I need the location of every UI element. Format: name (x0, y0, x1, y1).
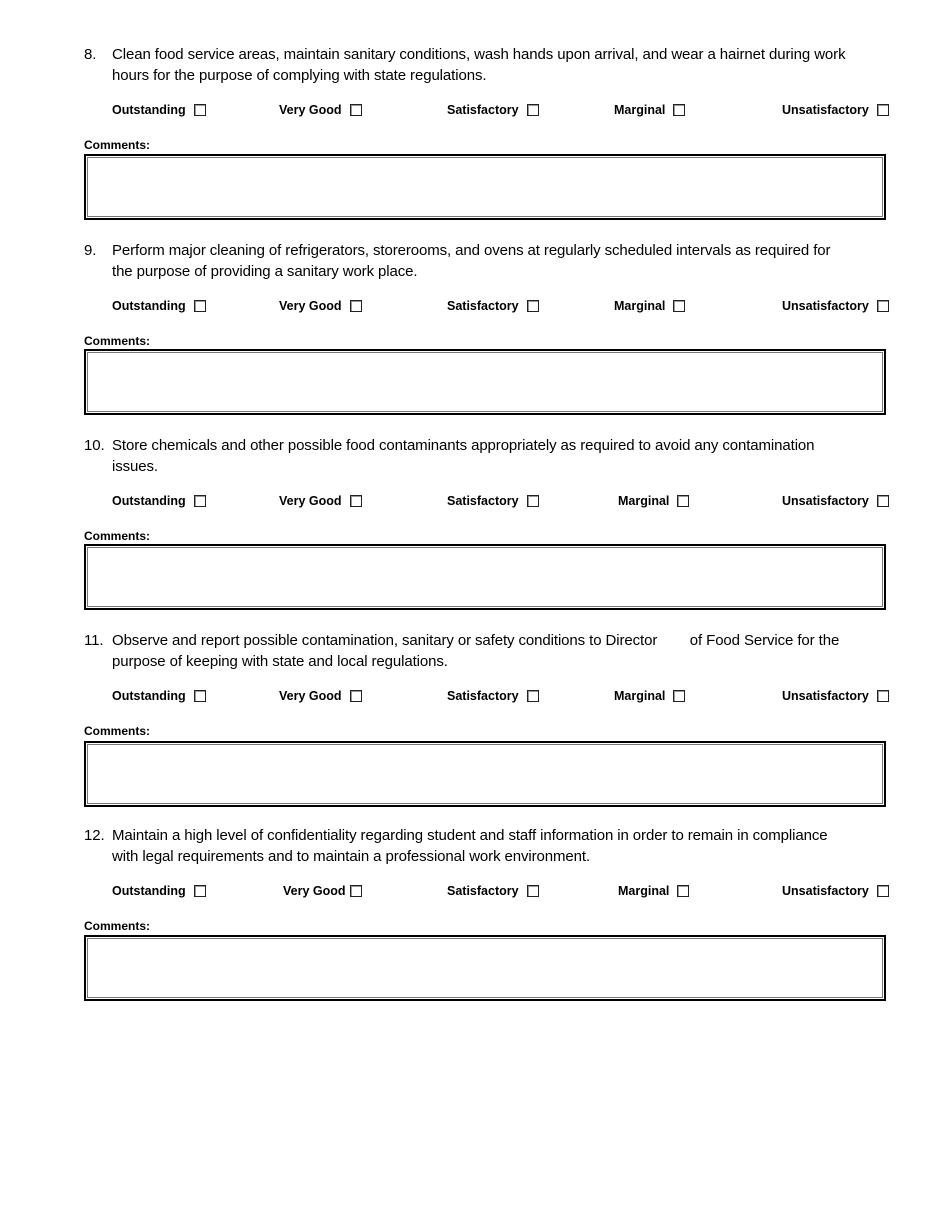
comments-field[interactable] (84, 349, 886, 415)
comments-label: Comments: (84, 334, 151, 348)
rating-label: Satisfactory (447, 884, 519, 898)
rating-label: Satisfactory (447, 494, 519, 508)
criterion-text (84, 825, 890, 867)
criterion-line-2: hours for the purpose of complying with state regulations. (112, 67, 487, 84)
criterion-line-1: Store chemicals and other possible food contaminants appropriately as required to avoid any contamination (112, 437, 815, 454)
rating-label: Marginal (618, 884, 670, 898)
criterion-number: 11. (84, 632, 104, 649)
rating-label: Outstanding (112, 299, 186, 313)
rating-label: Very Good (279, 299, 342, 313)
rating-label: Outstanding (112, 884, 186, 898)
rating-label: Satisfactory (447, 103, 519, 117)
criterion-line-2: issues. (112, 458, 158, 475)
rating-marginal[interactable] (618, 494, 689, 508)
checkbox-marginal[interactable] (677, 885, 689, 897)
criterion-line-1: Maintain a high level of confidentiality regarding student and staff information in order to remain in compliance (112, 827, 828, 844)
rating-unsatisfactory[interactable] (782, 299, 889, 313)
checkbox-very-good[interactable] (350, 495, 362, 507)
rating-very-good[interactable] (279, 299, 362, 313)
criterion-item-10 (84, 435, 890, 543)
rating-label: Very Good (279, 103, 342, 117)
rating-outstanding[interactable] (112, 884, 206, 898)
rating-unsatisfactory[interactable] (782, 494, 889, 508)
rating-options (112, 103, 890, 121)
checkbox-marginal[interactable] (673, 104, 685, 116)
criterion-text (84, 44, 890, 86)
rating-label: Unsatisfactory (782, 299, 869, 313)
checkbox-satisfactory[interactable] (527, 690, 539, 702)
checkbox-very-good[interactable] (350, 300, 362, 312)
rating-label: Outstanding (112, 103, 186, 117)
rating-options (112, 689, 890, 707)
rating-options (112, 494, 890, 512)
comments-field[interactable] (84, 544, 886, 610)
criterion-item-8 (84, 44, 890, 152)
rating-label: Outstanding (112, 494, 186, 508)
checkbox-satisfactory[interactable] (527, 495, 539, 507)
rating-label: Marginal (614, 103, 666, 117)
criterion-line-2: purpose of keeping with state and local regulations. (112, 653, 448, 670)
checkbox-very-good[interactable] (350, 690, 362, 702)
rating-options (112, 299, 890, 317)
rating-label: Marginal (614, 299, 666, 313)
criterion-number: 9. (84, 242, 97, 259)
checkbox-unsatisfactory[interactable] (877, 885, 889, 897)
criterion-item-9 (84, 240, 890, 348)
rating-marginal[interactable] (614, 689, 685, 703)
checkbox-satisfactory[interactable] (527, 885, 539, 897)
checkbox-marginal[interactable] (677, 495, 689, 507)
checkbox-outstanding[interactable] (194, 495, 206, 507)
rating-outstanding[interactable] (112, 494, 206, 508)
rating-label: Satisfactory (447, 689, 519, 703)
rating-very-good[interactable] (279, 689, 362, 703)
checkbox-unsatisfactory[interactable] (877, 104, 889, 116)
checkbox-outstanding[interactable] (194, 885, 206, 897)
rating-label: Very Good (283, 884, 346, 898)
criterion-line-2: with legal requirements and to maintain a professional work environment. (112, 848, 591, 865)
rating-very-good[interactable] (279, 494, 362, 508)
criterion-line-1: Observe and report possible contamination, sanitary or safety conditions to Director of Food Service for the (112, 632, 840, 649)
comments-field[interactable] (84, 154, 886, 220)
checkbox-outstanding[interactable] (194, 300, 206, 312)
criterion-line-1: Clean food service areas, maintain sanitary conditions, wash hands upon arrival, and wear a hairnet during work (112, 46, 846, 63)
rating-label: Very Good (279, 494, 342, 508)
criterion-number: 12. (84, 827, 105, 844)
rating-satisfactory[interactable] (447, 494, 539, 508)
checkbox-outstanding[interactable] (194, 104, 206, 116)
rating-label: Very Good (279, 689, 342, 703)
comments-label: Comments: (84, 529, 151, 543)
rating-satisfactory[interactable] (447, 299, 539, 313)
criterion-item-12 (84, 825, 890, 933)
checkbox-very-good[interactable] (350, 885, 362, 897)
rating-label: Marginal (618, 494, 670, 508)
checkbox-very-good[interactable] (350, 104, 362, 116)
checkbox-satisfactory[interactable] (527, 300, 539, 312)
checkbox-marginal[interactable] (673, 690, 685, 702)
rating-satisfactory[interactable] (447, 103, 539, 117)
comments-field[interactable] (84, 741, 886, 807)
rating-marginal[interactable] (614, 103, 685, 117)
rating-label: Unsatisfactory (782, 494, 869, 508)
rating-label: Unsatisfactory (782, 689, 869, 703)
checkbox-marginal[interactable] (673, 300, 685, 312)
comments-label: Comments: (84, 724, 151, 738)
comments-label: Comments: (84, 138, 151, 152)
checkbox-unsatisfactory[interactable] (877, 690, 889, 702)
rating-very-good[interactable] (279, 103, 362, 117)
rating-outstanding[interactable] (112, 103, 206, 117)
criterion-number: 8. (84, 46, 97, 63)
criterion-item-11 (84, 630, 890, 738)
rating-label: Satisfactory (447, 299, 519, 313)
rating-label: Marginal (614, 689, 666, 703)
rating-satisfactory[interactable] (447, 689, 539, 703)
rating-satisfactory[interactable] (447, 884, 539, 898)
rating-unsatisfactory[interactable] (782, 884, 889, 898)
rating-marginal[interactable] (614, 299, 685, 313)
criterion-text (84, 435, 890, 477)
rating-label: Unsatisfactory (782, 103, 869, 117)
criterion-text (84, 630, 890, 672)
comments-label: Comments: (84, 919, 151, 933)
rating-very-good[interactable] (283, 884, 362, 898)
criterion-line-2: the purpose of providing a sanitary work place. (112, 263, 418, 280)
criterion-line-1: Perform major cleaning of refrigerators, storerooms, and ovens at regularly scheduled intervals as required for (112, 242, 831, 259)
criterion-text (84, 240, 890, 282)
rating-marginal[interactable] (618, 884, 689, 898)
rating-options (112, 884, 890, 902)
rating-label: Unsatisfactory (782, 884, 869, 898)
checkbox-outstanding[interactable] (194, 690, 206, 702)
rating-unsatisfactory[interactable] (782, 103, 889, 117)
rating-outstanding[interactable] (112, 299, 206, 313)
rating-label: Outstanding (112, 689, 186, 703)
criterion-number: 10. (84, 437, 105, 454)
rating-unsatisfactory[interactable] (782, 689, 889, 703)
rating-outstanding[interactable] (112, 689, 206, 703)
comments-field[interactable] (84, 935, 886, 1001)
checkbox-satisfactory[interactable] (527, 104, 539, 116)
checkbox-unsatisfactory[interactable] (877, 495, 889, 507)
checkbox-unsatisfactory[interactable] (877, 300, 889, 312)
